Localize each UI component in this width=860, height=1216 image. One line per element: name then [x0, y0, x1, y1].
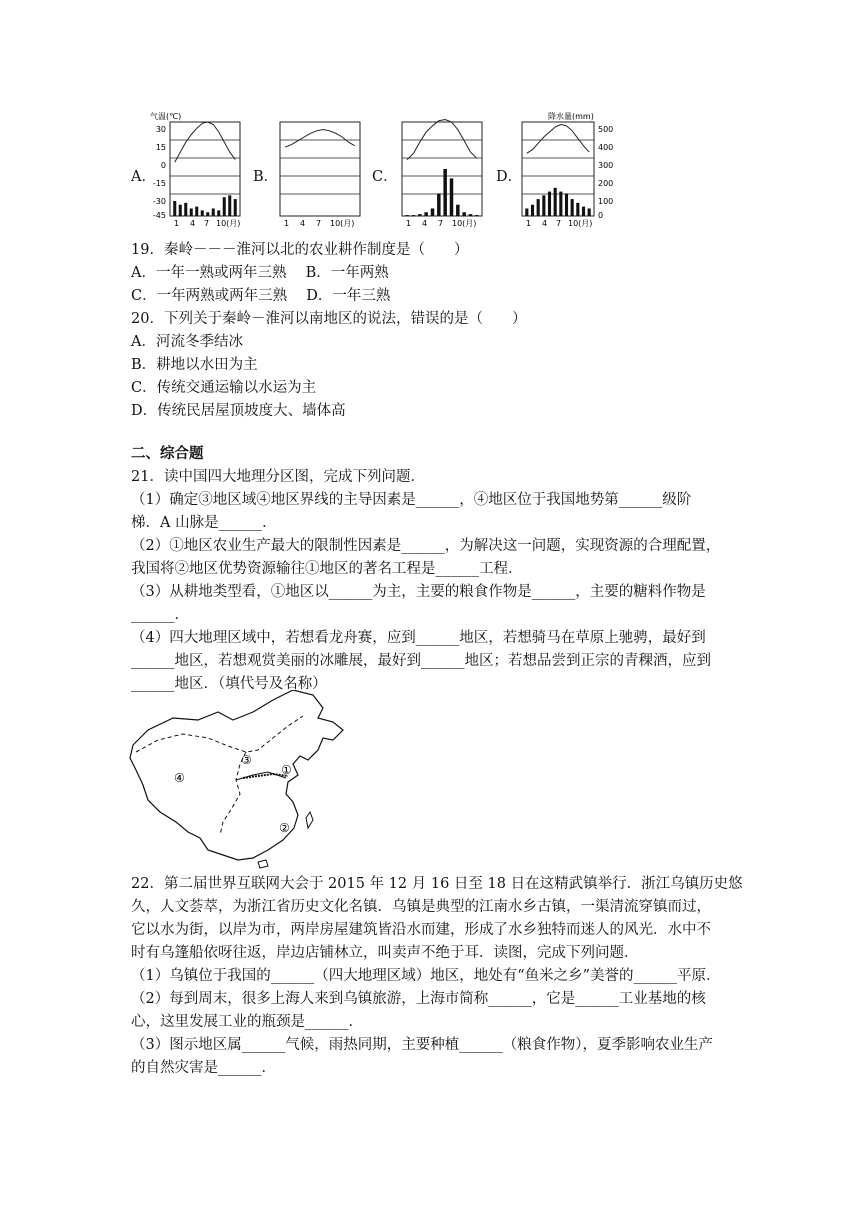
precip-bar — [217, 210, 220, 216]
precip-bar — [223, 197, 226, 216]
precip-bar — [576, 203, 579, 216]
temperature-curve — [285, 130, 355, 148]
x-tick: 1 — [284, 219, 290, 228]
precip-bar — [424, 212, 427, 216]
temperature-curve — [175, 122, 236, 162]
q22-part3-line2: 的自然灾害是______． — [131, 1060, 276, 1076]
q22-part1: （1）乌镇位于我国的______（四大地理区域）地区，地处有“鱼米之乡”美誉的______平原． — [131, 968, 721, 984]
x-tick: 1 — [526, 219, 532, 228]
precip-bar — [554, 188, 557, 216]
temp-tick: -30 — [152, 197, 166, 206]
q20-option-a: A．河流冬季结冰 — [131, 334, 243, 350]
q21-part2-line1: （2）①地区农业生产最大的限制性因素是______，为解决这一问题，实现资源的合理配置， — [131, 538, 721, 554]
q21-part2-line2: 我国将②地区优势资源输往①地区的著名工程是______工程． — [131, 561, 523, 577]
q19-options-ab: A．一年一熟或两年三熟 B．一年两熟 — [131, 265, 389, 281]
precip-bar — [443, 169, 446, 216]
china-outline — [130, 690, 343, 860]
x-tick: 10(月) — [568, 219, 593, 228]
region-marker-1: ① — [281, 763, 292, 777]
x-tick: 4 — [300, 219, 306, 228]
precip-bar — [548, 192, 551, 216]
precip-bar — [588, 208, 591, 216]
climate-chart-a — [148, 108, 248, 228]
q21-stem: 21．读中国四大地理分区图，完成下列问题． — [131, 469, 425, 485]
precip-bar — [559, 192, 562, 216]
precip-tick: 200 — [598, 179, 614, 188]
precip-bar — [531, 205, 534, 216]
q20-option-c: C．传统交通运输以水运为主 — [131, 380, 317, 396]
island-taiwan — [306, 812, 313, 828]
q22-part2-line1: （2）每到周末，很多上海人来到乌镇旅游，上海市简称______，它是______工业基地的核 — [131, 991, 706, 1007]
option-b-label: B． — [253, 169, 279, 185]
x-tick: 4 — [190, 219, 196, 228]
x-tick: 10(月) — [330, 219, 355, 228]
q22-line4: 时有乌篷船依呀往返，岸边店铺林立，叫卖声不绝于耳．读图，完成下列问题． — [131, 945, 639, 961]
precip-tick: 500 — [598, 125, 614, 134]
temperature-curve — [527, 125, 589, 154]
precip-bar — [565, 193, 568, 216]
temp-axis-title: 气温(℃) — [150, 112, 182, 121]
q22-line1: 22．第二届世界互联网大会于 2015 年 12 月 16 日至 18 日在这精武镇举行．浙江乌镇历史悠 — [131, 876, 743, 892]
x-tick: 10(月) — [216, 219, 241, 228]
precip-tick: 100 — [598, 197, 614, 206]
x-tick: 1 — [174, 219, 180, 228]
precip-bar — [234, 199, 237, 216]
precip-bar — [475, 215, 478, 216]
q20-option-b: B．耕地以水田为主 — [131, 357, 258, 373]
option-d-label: D． — [496, 169, 523, 185]
precip-bar — [469, 214, 472, 216]
precip-bar — [184, 203, 187, 216]
temp-tick: -45 — [152, 211, 166, 220]
precip-bar — [412, 215, 415, 216]
precip-axis-title: 降水量(mm) — [548, 112, 594, 121]
island-hainan — [258, 860, 268, 868]
option-c-label: C． — [372, 169, 398, 185]
x-tick: 10(月) — [452, 219, 477, 228]
q22-part2-line2: 心，这里发展工业的瓶颈是______． — [131, 1014, 363, 1030]
temperature-curve — [407, 120, 477, 160]
q19-stem: 19．秦岭－－－淮河以北的农业耕作制度是（ ） — [131, 242, 469, 258]
precip-bar — [206, 212, 209, 216]
precip-bar — [582, 207, 585, 216]
precip-bar — [456, 205, 459, 216]
precip-tick: 300 — [598, 161, 614, 170]
precip-bar — [450, 178, 453, 216]
region-marker-2: ② — [279, 821, 290, 835]
q21-part1-line1: （1）确定③地区域④地区界线的主导因素是______，④地区位于我国地势第______级阶 — [131, 492, 692, 508]
region-marker-4: ④ — [174, 771, 185, 785]
q21-part3-line1: （3）从耕地类型看，①地区以______为主，主要的粮食作物是______，主要的糖料作物是 — [131, 584, 706, 600]
precip-tick: 0 — [598, 211, 604, 220]
precip-bar — [201, 210, 204, 216]
precip-bar — [418, 214, 421, 216]
x-tick: 7 — [556, 219, 562, 228]
x-tick: 4 — [422, 219, 428, 228]
precip-bar — [405, 215, 408, 216]
region-marker-3: ③ — [241, 753, 252, 767]
section-heading: 二、综合题 — [131, 446, 204, 462]
option-a-label: A． — [131, 169, 156, 185]
temp-tick: -15 — [152, 179, 166, 188]
q22-line2: 久，人文荟萃，为浙江省历史文化名镇．乌镇是典型的江南水乡古镇，一渠清流穿镇而过， — [131, 899, 711, 915]
precip-bar — [173, 201, 176, 216]
dashed-boundary-north — [136, 716, 303, 752]
precip-bar — [431, 208, 434, 216]
q21-part4-line1: （4）四大地理区域中，若想看龙舟赛，应到______地区，若想骑马在草原上驰骋，最好到 — [131, 630, 706, 646]
q20-option-d: D．传统民居屋顶坡度大、墙体高 — [131, 403, 346, 419]
precip-bar — [190, 208, 193, 216]
q22-line3: 它以水为街，以岸为市，两岸房屋建筑皆沿水而建，形成了水乡独特而迷人的风光．水中不 — [131, 922, 711, 938]
precip-bar — [212, 208, 215, 216]
precip-bar — [179, 205, 182, 216]
precip-bar — [571, 199, 574, 216]
q20-stem: 20．下列关于秦岭－淮河以南地区的说法，错误的是（ ） — [131, 311, 527, 327]
precip-bar — [537, 199, 540, 216]
q21-part3-line2: ______． — [131, 607, 189, 623]
q22-part3-line1: （3）图示地区属______气候，雨热同期，主要种植______（粮食作物），夏季影响农业生产 — [131, 1037, 713, 1053]
x-tick: 7 — [438, 219, 444, 228]
precip-bar — [525, 208, 528, 216]
q21-part4-line3: ______地区．（填代号及名称） — [131, 676, 327, 692]
q19-options-cd: C．一年两熟或两年三熟 D．一年三熟 — [131, 288, 391, 304]
x-tick: 4 — [542, 219, 548, 228]
q21-part1-line2: 梯．A 山脉是______． — [131, 515, 277, 531]
china-regions-map — [128, 690, 358, 870]
climate-chart-b — [270, 108, 370, 228]
temp-tick: 30 — [155, 125, 166, 134]
precip-bar — [437, 193, 440, 216]
x-tick: 1 — [406, 219, 412, 228]
precip-bar — [462, 212, 465, 216]
x-tick: 7 — [316, 219, 322, 228]
climate-chart-c — [392, 108, 492, 228]
precip-tick: 400 — [598, 143, 614, 152]
temp-tick: 0 — [160, 161, 166, 170]
precip-bar — [195, 207, 198, 216]
precip-bar — [542, 195, 545, 216]
climate-chart-d — [514, 108, 634, 228]
temp-tick: 15 — [155, 143, 166, 152]
x-tick: 7 — [204, 219, 210, 228]
q21-part4-line2: ______地区，若想观赏美丽的冰雕展，最好到______地区；若想品尝到正宗的青稞酒，应到 — [131, 653, 711, 669]
precip-bar — [228, 195, 231, 216]
